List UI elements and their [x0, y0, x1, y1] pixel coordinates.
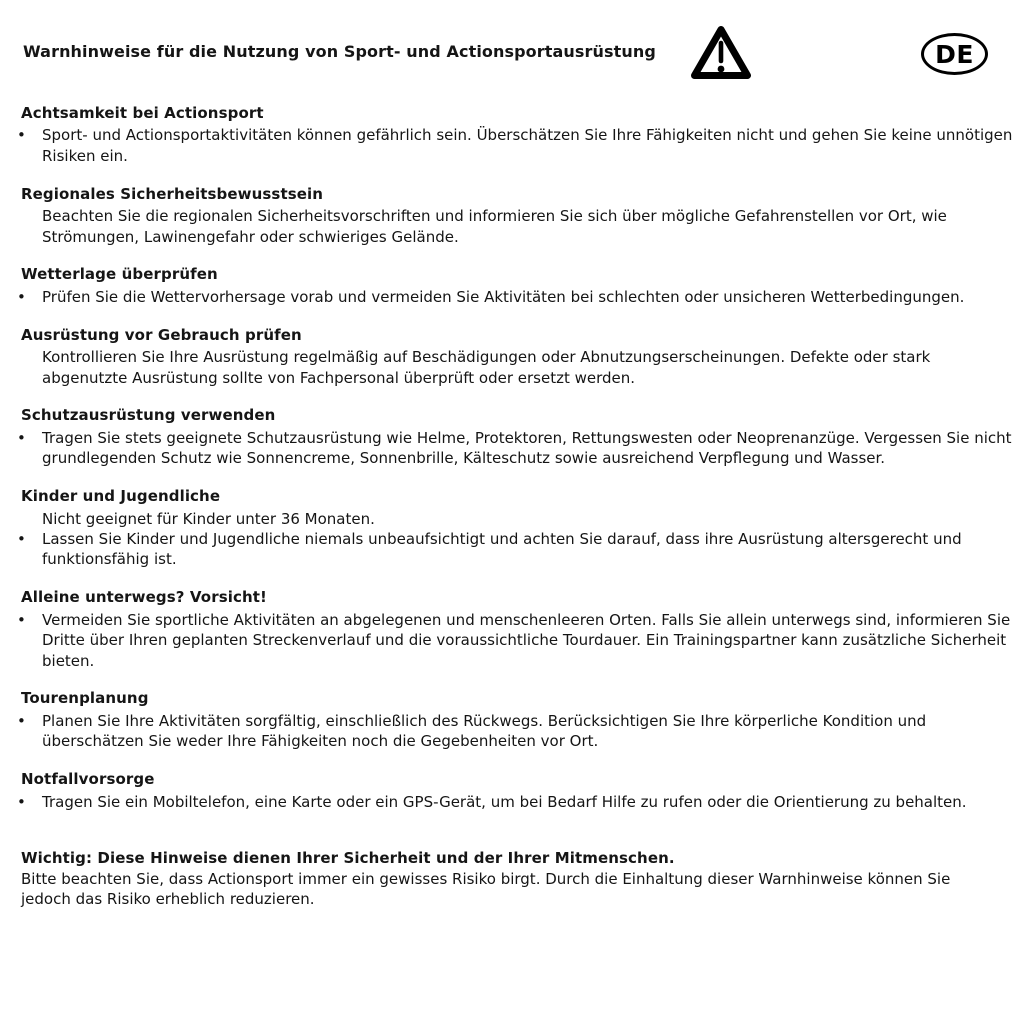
section-achtsamkeit — [0, 103, 1030, 166]
section-alleine — [0, 587, 1030, 671]
bullet-icon: • — [17, 126, 26, 145]
list-item — [17, 792, 1017, 812]
list-item-text: Lassen Sie Kinder und Jugendliche niemals unbeaufsichtigt und achten Sie darauf, dass ihre Ausrüstung altersgerecht und funktionsfähig ist. — [42, 530, 962, 569]
list-item-text: Planen Sie Ihre Aktivitäten sorgfältig, einschließlich des Rückwegs. Berücksichtigen Sie Ihre körperliche Kondition und überschätzen Sie weder Ihre Fähigkeiten noch die Gegebenheiten vor Ort. — [42, 711, 927, 751]
section-notfallvorsorge — [0, 769, 1030, 812]
bullet-icon: • — [17, 792, 26, 811]
section-regionales — [0, 184, 1030, 247]
section-heading: Alleine unterwegs? Vorsicht! — [21, 588, 267, 607]
section-heading: Regionales Sicherheitsbewusstsein — [21, 184, 324, 203]
list-item-text: Vermeiden Sie sportliche Aktivitäten an abgelegenen und menschenleeren Orten. Falls Sie allein unterwegs sind, informieren Sie Dritte über Ihren geplanten Streckenverlauf und die voraussichtliche Tourdauer. Ein Trainingspartner kann zusätzliche Sicherheit bieten. — [42, 610, 1011, 670]
language-badge-label: DE — [935, 39, 974, 69]
paragraph: Kontrollieren Sie Ihre Ausrüstung regelmäßig auf Beschädigungen oder Abnutzungserscheinungen. Defekte oder stark abgenutzte Ausrüstung sollte von Fachpersonal überprüft oder ersetzt werden. — [42, 348, 931, 387]
section-kinder — [0, 486, 1030, 570]
page-header — [0, 0, 1030, 103]
bullet-icon: • — [17, 530, 26, 548]
list-item — [17, 287, 1017, 307]
section-tourenplanung — [0, 688, 1030, 751]
section-ausruestung — [0, 325, 1030, 388]
section-heading: Ausrüstung vor Gebrauch prüfen — [21, 325, 302, 344]
bullet-icon: • — [17, 428, 26, 447]
list-item — [17, 428, 1017, 469]
section-heading: Schutzausrüstung verwenden — [21, 406, 276, 425]
bullet-icon: • — [17, 610, 26, 629]
list-item — [17, 529, 1017, 570]
list-item — [17, 125, 1017, 166]
footer-heading: Wichtig: Diese Hinweise dienen Ihrer Sicherheit und der Ihrer Mitmenschen. — [21, 849, 675, 868]
section-heading: Notfallvorsorge — [21, 770, 155, 789]
language-badge — [921, 33, 988, 75]
bullet-icon: • — [17, 287, 26, 306]
list-item — [17, 711, 1017, 752]
paragraph: Nicht geeignet für Kinder unter 36 Monaten. — [42, 509, 375, 528]
section-heading: Wetterlage überprüfen — [21, 265, 218, 284]
list-item-text: Sport- und Actionsportaktivitäten können gefährlich sein. Überschätzen Sie Ihre Fähigkeiten nicht und gehen Sie keine unnötigen Risiken ein. — [42, 126, 1013, 165]
section-heading: Tourenplanung — [21, 689, 149, 708]
list-item-text: Tragen Sie ein Mobiltelefon, eine Karte oder ein GPS-Gerät, um bei Bedarf Hilfe zu rufen oder die Orientierung zu behalten. — [42, 792, 967, 811]
list-item-text: Prüfen Sie die Wettervorhersage vorab und vermeiden Sie Aktivitäten bei schlechten oder unsicheren Wetterbedingungen. — [42, 287, 965, 306]
list-item — [17, 610, 1017, 671]
paragraph: Beachten Sie die regionalen Sicherheitsvorschriften und informieren Sie sich über mögliche Gefahrenstellen vor Ort, wie Strömungen, Lawinengefahr oder schwieriges Gelände. — [42, 207, 947, 246]
footer-note — [0, 848, 1030, 909]
section-schutzausruestung — [0, 405, 1030, 468]
page-title: Warnhinweise für die Nutzung von Sport- und Actionsportausrüstung — [23, 42, 656, 61]
list-item-text: Tragen Sie stets geeignete Schutzausrüstung wie Helme, Protektoren, Rettungswesten oder Neoprenanzüge. Vergessen Sie nicht grundlegenden Schutz wie Sonnencreme, Sonnenbrille, Kälteschutz sowie ausreichend Verpflegung und Wasser. — [42, 428, 1012, 468]
warning-triangle-icon — [690, 24, 752, 82]
section-heading: Kinder und Jugendliche — [21, 487, 221, 506]
section-heading: Achtsamkeit bei Actionsport — [21, 104, 264, 122]
footer-text: Bitte beachten Sie, dass Actionsport immer ein gewisses Risiko birgt. Durch die Einhaltung dieser Warnhinweise können Sie jedoch das Risiko erheblich reduzieren. — [21, 869, 951, 909]
section-wetterlage — [0, 264, 1030, 307]
bullet-icon: • — [17, 711, 26, 730]
